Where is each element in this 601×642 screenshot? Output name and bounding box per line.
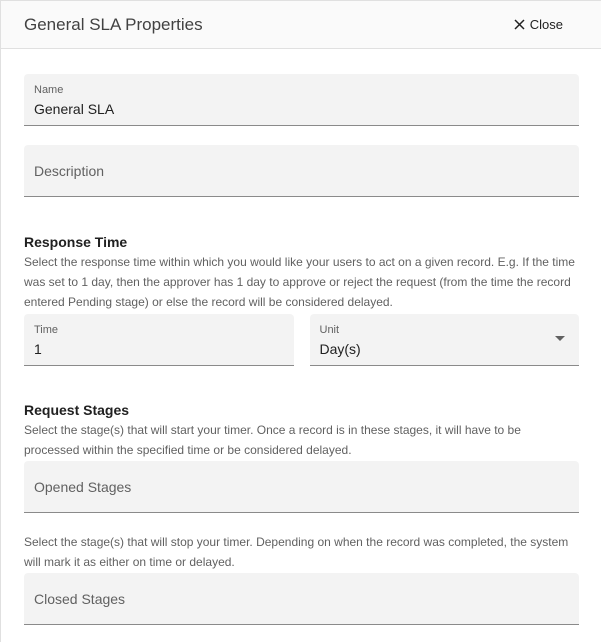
panel-header — [1, 1, 601, 49]
request-stages-stop-description: Select the stage(s) that will stop your timer. Depending on when the record was completed, the system will mark it as either on time or delayed. — [24, 535, 569, 569]
opened-stages-placeholder: Opened Stages — [34, 478, 132, 495]
response-time-row — [24, 314, 579, 366]
name-field-value: General SLA — [34, 101, 115, 117]
time-field-value: 1 — [34, 341, 42, 357]
opened-stages-field[interactable] — [24, 461, 579, 513]
close-button[interactable] — [514, 17, 563, 32]
time-field-label: Time — [34, 324, 59, 336]
panel-content — [1, 49, 601, 625]
request-stages-start-description: Select the stage(s) that will start your timer. Once a record is in these stages, it will have to be processed within the specified time or be considered delayed. — [24, 423, 521, 457]
description-placeholder: Description — [34, 162, 105, 179]
closed-stages-placeholder: Closed Stages — [34, 590, 126, 607]
close-icon — [514, 19, 525, 30]
dropdown-arrow-icon — [555, 336, 565, 341]
time-field[interactable] — [24, 314, 294, 366]
panel-title: General SLA Properties — [24, 14, 203, 34]
name-field-label: Name — [34, 84, 64, 96]
unit-select[interactable] — [310, 314, 580, 366]
response-time-description: Select the response time within which you would like your users to act on a given record. E.g. If the time was set to 1 day, then the approver has 1 day to approve or reject the request (from the time the record entered Pending stage) or else the record will be considered delayed. — [24, 255, 575, 309]
unit-select-label: Unit — [319, 324, 340, 336]
closed-stages-field[interactable] — [24, 573, 579, 625]
unit-select-value: Day(s) — [319, 341, 361, 357]
description-field[interactable] — [24, 145, 579, 197]
name-field[interactable] — [24, 74, 579, 126]
response-time-title: Response Time — [24, 234, 128, 250]
request-stages-title: Request Stages — [24, 402, 130, 418]
close-label: Close — [529, 17, 563, 32]
